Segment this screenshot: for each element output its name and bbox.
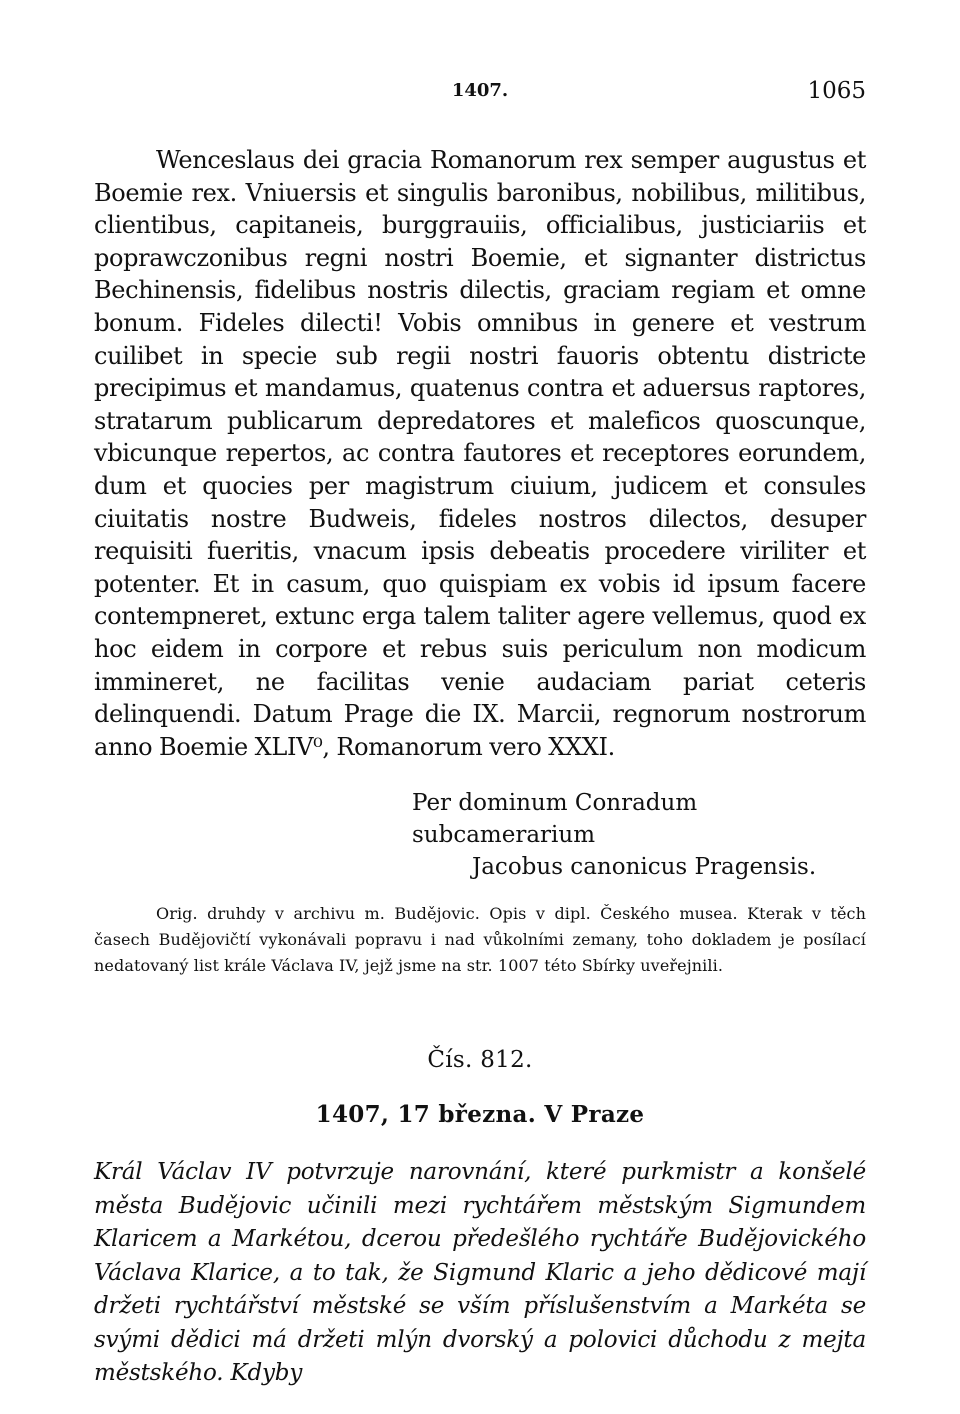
running-head-year: 1407. bbox=[451, 80, 509, 101]
signature-line-2: Jacobus canonicus Pragensis. bbox=[472, 854, 817, 881]
document-date-place: 1407, 17 března. V Praze bbox=[315, 1101, 645, 1129]
document-regest: Král Václav IV potvrzuje narovnání, které purkmistr a konšelé města Budějovic učinili mezi rychtářem městským Sigmundem Klaricem a Markétou, dcerou předešlého rychtáře Budějovického Václava Klarice, a to tak, že Sigmund Klaric a jeho dědicové mají držeti rychtářství městské se vším příslušenstvím a Markéta se svými dědici má držeti mlýn dvorský a polovici důchodu z mejta městského. Kdyby bbox=[94, 1159, 866, 1387]
charter-text: Wenceslaus dei gracia Romanorum rex semper augustus et Boemie rex. Vniuersis et singulis baronibus, nobilibus, militibus, clientibus, capitaneis, burggrauiis, officialibus, justiciariis et poprawczonibus regni nostri Boemie, et signanter districtus Bechinensis, fidelibus nostris dilectis, graciam regiam et omne bonum. Fideles dilecti! Vobis omnibus in genere et vestrum cuilibet in specie sub regii nostri fauoris obtentu districte precipimus et mandamus, quatenus contra et aduersus raptores, stratarum publicarum depredatores et maleficos quoscunque, vbicunque repertos, ac contra fautores et receptores eorundem, dum et quocies per magistrum ciuium, judicem et consules ciuitatis nostre Budweis, fideles nostros dilectos, desuper requisiti fueritis, vnacum ipsis debeatis procedere viriliter et potenter. Et in casum, quo quispiam ex vobis id ipsum facere contempneret, extunc erga talem taliter agere vellemus, quod ex hoc eidem in corpore et rebus suis periculum non modicum immineret, ne facilitas venie audaciam pariat ceteris delinquendi. Datum Prage die IX. Marcii, regnorum nostrorum anno Boemie XLIV⁰, Romanorum vero XXXI. bbox=[94, 146, 866, 761]
running-head bbox=[94, 80, 866, 120]
signature-block bbox=[94, 787, 866, 883]
document-number: Čís. 812. bbox=[427, 1047, 533, 1074]
document-page bbox=[94, 80, 866, 1414]
signature-line-1: Per dominum Conradum subcamerarium bbox=[412, 790, 698, 849]
editorial-note: Orig. druhdy v archivu m. Budějovic. Opis v dipl. Českého musea. Kterak v těch časech Budějovičtí vykonávali popravu i nad vůkolními zemany, toho dokladem je posílací nedatovaný list krále Václava IV, jejž jsme na str. 1007 této Sbírky uveřejnili. bbox=[94, 904, 866, 976]
page-number: 1065 bbox=[807, 78, 866, 104]
